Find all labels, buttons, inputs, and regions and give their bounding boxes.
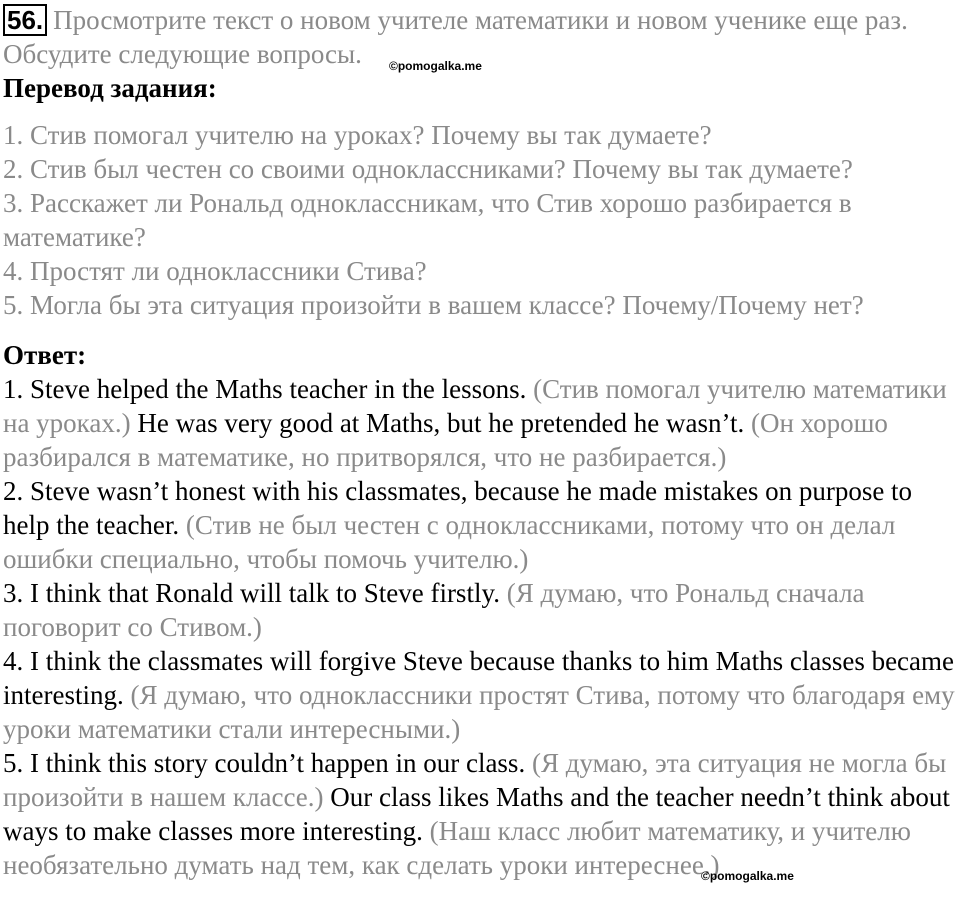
question-item: 4. Простят ли одноклассники Стива? xyxy=(3,256,427,286)
answer-translation: (Стив помогал учителю математики на уроках.) xyxy=(3,374,947,438)
answer-english: 3. I think that Ronald will talk to Steve firstly. xyxy=(3,578,500,608)
translation-questions xyxy=(3,118,955,322)
answer-item xyxy=(3,372,955,474)
answer-english: 4. I think the classmates will forgive Steve because thanks to him Maths classes became interesting. xyxy=(3,646,955,710)
answer-english: Our class likes Maths and the teacher needn’t think about ways to make classes more interesting. xyxy=(3,782,950,846)
answer-english: 2. Steve wasn’t honest with his classmates, because he made mistakes on purpose to help the teacher. xyxy=(3,476,913,540)
answer-item xyxy=(3,746,955,882)
answer-translation: (Он хорошо разбирался в математике, но притворялся, что не разбирается.) xyxy=(3,408,888,472)
question-item: 2. Стив был честен со своими одноклассниками? Почему вы так думаете? xyxy=(3,154,853,184)
task-number-badge: 56. xyxy=(3,4,47,36)
answer-heading: Ответ: xyxy=(3,340,87,370)
question-item: 3. Расскажет ли Рональд одноклассникам, что Стив хорошо разбирается в математике? xyxy=(3,188,852,252)
answer-translation: (Стив не был честен с одноклассниками, потому что он делал ошибки специально, чтобы помочь учителю.) xyxy=(3,510,896,574)
answer-english: 1. Steve helped the Maths teacher in the lessons. xyxy=(3,374,527,404)
answer-list xyxy=(3,372,955,882)
answer-item xyxy=(3,474,955,576)
question-item: 1. Стив помогал учителю на уроках? Почему вы так думаете? xyxy=(3,120,712,150)
answer-translation: (Я думаю, эта ситуация не могла бы произойти в нашем классе.) xyxy=(3,748,947,812)
exercise-page xyxy=(3,0,955,882)
answer-item xyxy=(3,576,955,644)
answer-item xyxy=(3,644,955,746)
answer-translation: (Я думаю, что одноклассники простят Стива, потому что благодаря ему уроки математики стали интересными.) xyxy=(3,680,955,744)
answer-english: 5. I think this story couldn’t happen in our class. xyxy=(3,748,526,778)
answer-translation: (Наш класс любит математику, и учителю необязательно думать над тем, как сделать уроки интереснее.) xyxy=(3,816,911,880)
watermark: ©pomogalka.me xyxy=(701,869,794,883)
answer-english: He was very good at Maths, but he pretended he wasn’t. xyxy=(137,408,745,438)
translation-heading: Перевод задания: xyxy=(3,73,217,103)
answer-translation: (Я думаю, что Рональд сначала поговорит со Стивом.) xyxy=(3,578,865,642)
question-item: 5. Могла бы эта ситуация произойти в вашем классе? Почему/Почему нет? xyxy=(3,290,864,320)
task-intro-text: Просмотрите текст о новом учителе математики и новом ученике еще раз. Обсудите следующие вопросы. xyxy=(3,5,908,69)
watermark: ©pomogalka.me xyxy=(389,59,482,73)
